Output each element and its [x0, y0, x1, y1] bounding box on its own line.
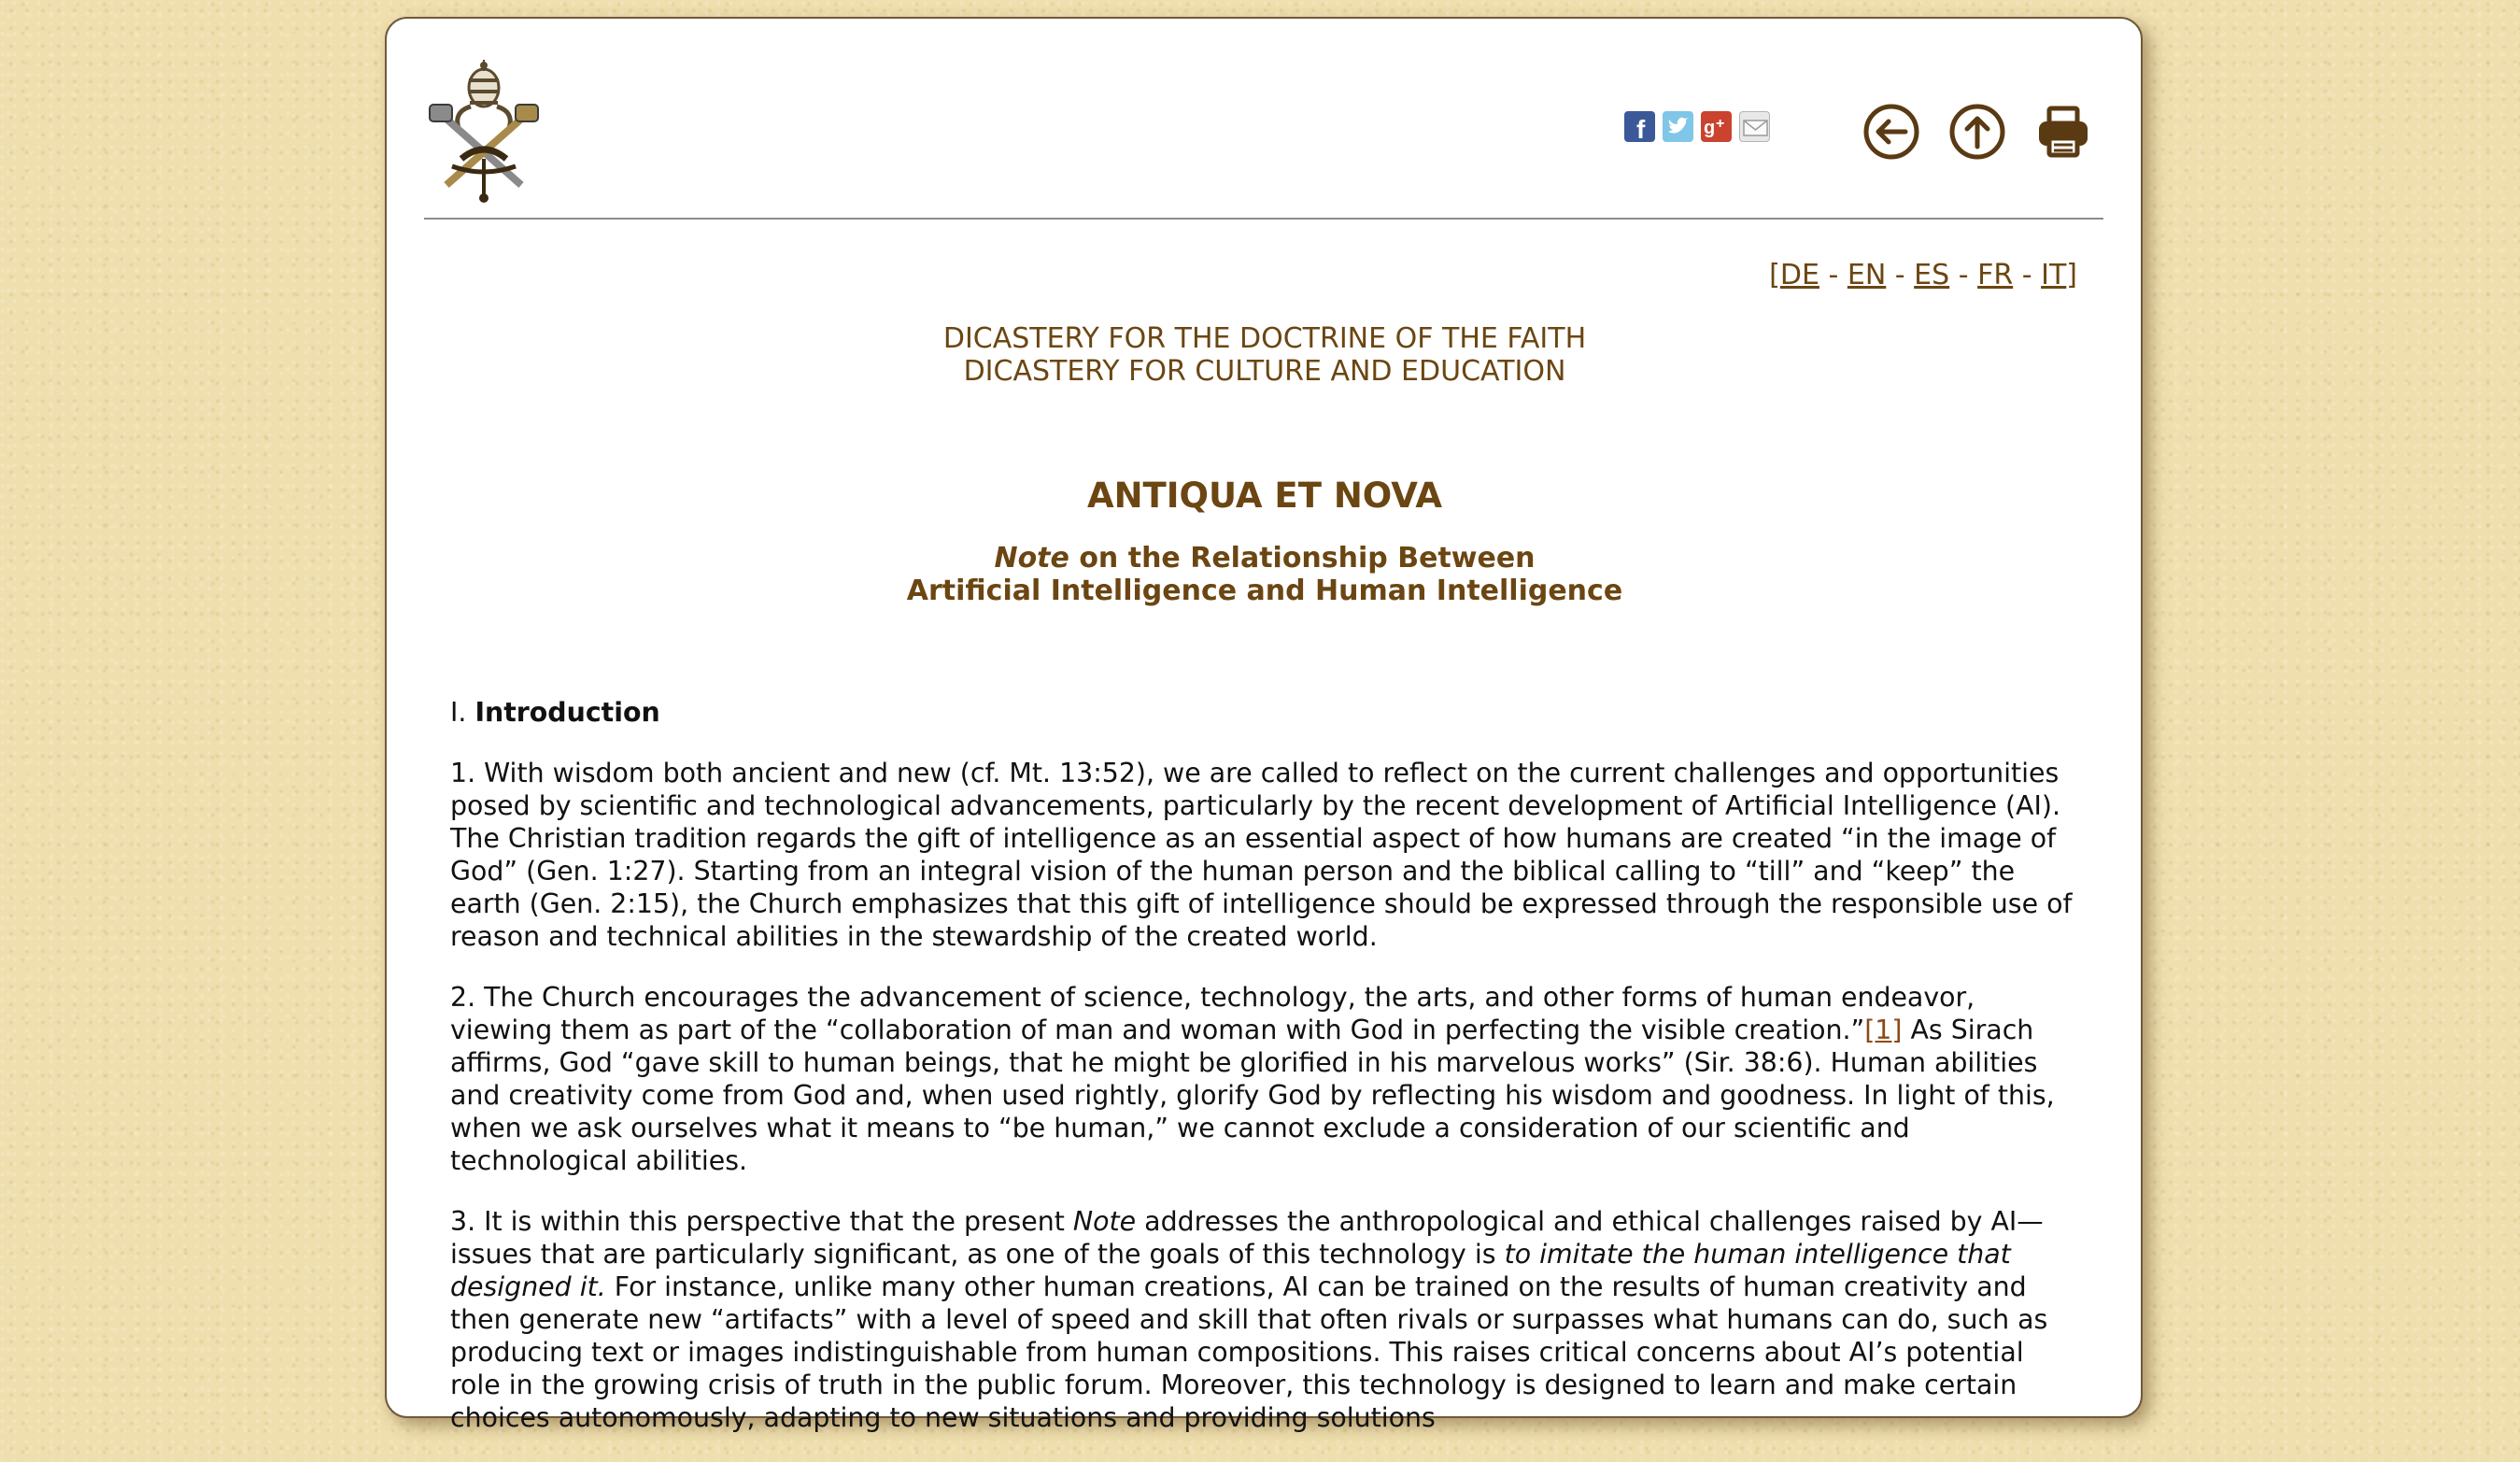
- lang-separator: -: [1949, 259, 1978, 291]
- share-bar: [1624, 111, 1770, 142]
- subtitle-line-1: on the Relationship Between: [1069, 542, 1536, 575]
- language-switcher: [1769, 259, 2077, 291]
- lang-link-en[interactable]: EN: [1847, 259, 1887, 291]
- up-arrow-icon[interactable]: [1948, 103, 2006, 161]
- dicastery-line-1: DICASTERY FOR THE DOCTRINE OF THE FAITH: [942, 322, 1587, 355]
- print-icon[interactable]: [2034, 103, 2092, 161]
- paragraph-2-text-cont: As Sirach affirms, God “gave skill to human beings, that he might be glorified in his marvelous works” (Sir. 38:6). Human abilities and creativity come from God and, when used rightly, glorify God by reflecting his wisdom and goodness. In light of this, when we ask ourselves what it means to “be human,” we cannot exclude a consideration of our scientific and technological abilities.: [450, 1015, 2055, 1176]
- document-page: [385, 17, 2143, 1433]
- paragraph-2: [450, 981, 2080, 1177]
- lang-link-fr[interactable]: FR: [1977, 259, 2014, 291]
- section-title: Introduction: [474, 697, 660, 728]
- google-plus-icon[interactable]: [1701, 111, 1732, 142]
- paragraph-3-note-italic: Note: [1072, 1206, 1137, 1237]
- svg-text:g: g: [1704, 118, 1716, 138]
- paragraph-3-text-cont: addresses the anthropological and ethical challenges raised by AI—issues that are particularly significant, as one of the goals of this technology is: [450, 1206, 2044, 1270]
- lang-link-es[interactable]: ES: [1914, 259, 1950, 291]
- section-heading: [450, 696, 2080, 729]
- svg-text:f: f: [1636, 115, 1646, 142]
- email-icon[interactable]: [1739, 111, 1770, 142]
- bracket-close: ]: [2066, 259, 2077, 291]
- twitter-icon[interactable]: [1663, 111, 1693, 142]
- paragraph-3-text-end: For instance, unlike many other human creations, AI can be trained on the results of human creativity and then generate new “artifacts” with a level of speed and skill that often rivals or surpasses what humans can do, such as producing text or images indistinguishable from human compositions. This raises critical concerns about AI’s potential role in the growing crisis of truth in the public forum. Moreover, this technology is designed to learn and make certain choices autonomously, adapting to new situations and providing solutions: [450, 1271, 2048, 1433]
- lang-link-it[interactable]: IT: [2041, 259, 2067, 291]
- subtitle-note: Note: [994, 542, 1069, 575]
- document-body: [450, 696, 2080, 1462]
- lang-separator: -: [2013, 259, 2042, 291]
- document-subtitle: [443, 542, 2087, 607]
- paragraph-3: [450, 1205, 2080, 1434]
- lang-link-de[interactable]: DE: [1779, 259, 1819, 291]
- header-divider: [424, 218, 2103, 220]
- papal-emblem-logo: [424, 56, 544, 206]
- lang-separator: -: [1819, 259, 1848, 291]
- paragraph-1: 1. With wisdom both ancient and new (cf. Mt. 13:52), we are called to reflect on the current challenges and opportunities posed by scientific and technological advancements, particularly by the recent development of Artificial Intelligence (AI). The Christian tradition regards the gift of intelligence as an essential aspect of how humans are created “in the image of God” (Gen. 1:27). Starting from an integral vision of the human person and the biblical calling to “till” and “keep” the earth (Gen. 2:15), the Church emphasizes that this gift of intelligence should be expressed through the responsible use of reason and technical abilities in the stewardship of the created world.: [450, 758, 2073, 952]
- paragraph-2-text: 2. The Church encourages the advancement of science, technology, the arts, and other forms of human endeavor, viewing them as part of the “collaboration of man and woman with God in perfecting the visible creation.”: [450, 982, 1975, 1045]
- lang-separator: -: [1886, 259, 1915, 291]
- svg-text:+: +: [1716, 116, 1725, 132]
- footnote-link-1[interactable]: [1]: [1864, 1015, 1903, 1045]
- issuing-dicasteries: [443, 322, 2087, 388]
- document-title: ANTIQUA ET NOVA: [1086, 476, 1443, 516]
- page-navigation: [1862, 103, 2092, 161]
- paragraph-3-emphasis: to imitate the human intelligence that designed it.: [450, 1239, 2011, 1302]
- facebook-icon[interactable]: [1624, 111, 1655, 142]
- subtitle-line-2: Artificial Intelligence and Human Intelligence: [906, 575, 1623, 607]
- dicastery-line-2: DICASTERY FOR CULTURE AND EDUCATION: [963, 355, 1566, 388]
- back-arrow-icon[interactable]: [1862, 103, 1920, 161]
- section-number: I.: [450, 697, 475, 728]
- paragraph-3-text: 3. It is within this perspective that the present: [450, 1206, 1073, 1237]
- bracket-open: [: [1769, 259, 1780, 291]
